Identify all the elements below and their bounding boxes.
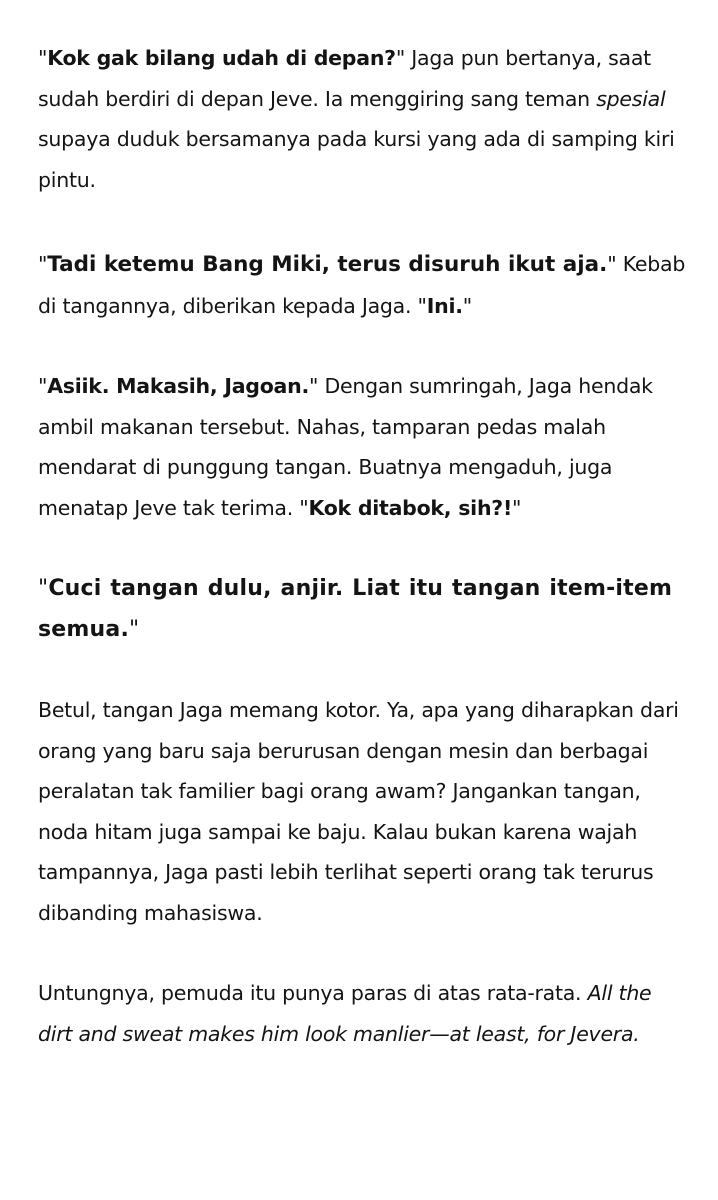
quote-mark: " bbox=[417, 293, 427, 318]
paragraph-1 bbox=[38, 38, 688, 200]
dialogue-bold: Tadi ketemu Bang Miki, terus disuruh ikut aja. bbox=[47, 252, 608, 277]
quote-mark: " bbox=[512, 495, 522, 520]
narration-text: Untungnya, pemuda itu punya paras di atas rata-rata. bbox=[38, 981, 588, 1005]
quote-mark: " bbox=[462, 293, 472, 318]
quote-mark: " bbox=[395, 46, 405, 70]
narration-text: Jaga pun bertanya, saat sudah berdiri di depan Jeve. Ia menggiring sang teman bbox=[38, 46, 651, 111]
dialogue-bold: Kok ditabok, sih?! bbox=[308, 495, 513, 520]
dialogue-bold: Ini. bbox=[426, 293, 463, 318]
dialogue-bold: Cuci tangan dulu, anjir. Liat itu tangan item-item semua. bbox=[38, 576, 673, 642]
quote-mark: " bbox=[607, 252, 617, 276]
quote-mark: " bbox=[299, 495, 309, 520]
quote-mark: " bbox=[38, 252, 48, 276]
quote-mark: " bbox=[38, 374, 48, 398]
dialogue-bold: Asiik. Makasih, Jagoan. bbox=[47, 374, 309, 398]
narration-text: Betul, tangan Jaga memang kotor. Ya, apa yang diharapkan dari orang yang baru saja berurusan dengan mesin dan berbagai peralatan tak familier bagi orang awam? Jangankan tangan, noda hitam juga sampai ke baju. Kalau bukan karena wajah tampannya, Jaga pasti lebih terlihat seperti orang tak terurus dibanding mahasiswa. bbox=[38, 698, 679, 925]
quote-mark: " bbox=[38, 576, 49, 601]
paragraph-2 bbox=[38, 244, 688, 326]
quote-mark: " bbox=[129, 617, 140, 642]
italic-word: spesial bbox=[596, 86, 666, 111]
narration-text: supaya duduk bersamanya pada kursi yang ada di samping kiri pintu. bbox=[38, 127, 675, 192]
quote-mark: " bbox=[309, 374, 319, 398]
paragraph-3 bbox=[38, 366, 688, 528]
quote-mark: " bbox=[38, 46, 48, 70]
narration-text: Kebab di tangannya, diberikan kepada Jaga. bbox=[38, 252, 686, 318]
paragraph-4 bbox=[38, 568, 688, 650]
narration-text: Dengan sumringah, Jaga hendak ambil makanan tersebut. Nahas, tamparan pedas malah mendarat di punggung tangan. Buatnya mengaduh, juga menatap Jeve tak terima. bbox=[38, 374, 653, 520]
paragraph-6 bbox=[38, 973, 688, 1054]
italic-text: All the dirt and sweat makes him look manlier—at least, for Jevera. bbox=[38, 981, 652, 1046]
paragraph-5 bbox=[38, 690, 688, 933]
dialogue-bold: Kok gak bilang udah di depan? bbox=[47, 46, 396, 70]
